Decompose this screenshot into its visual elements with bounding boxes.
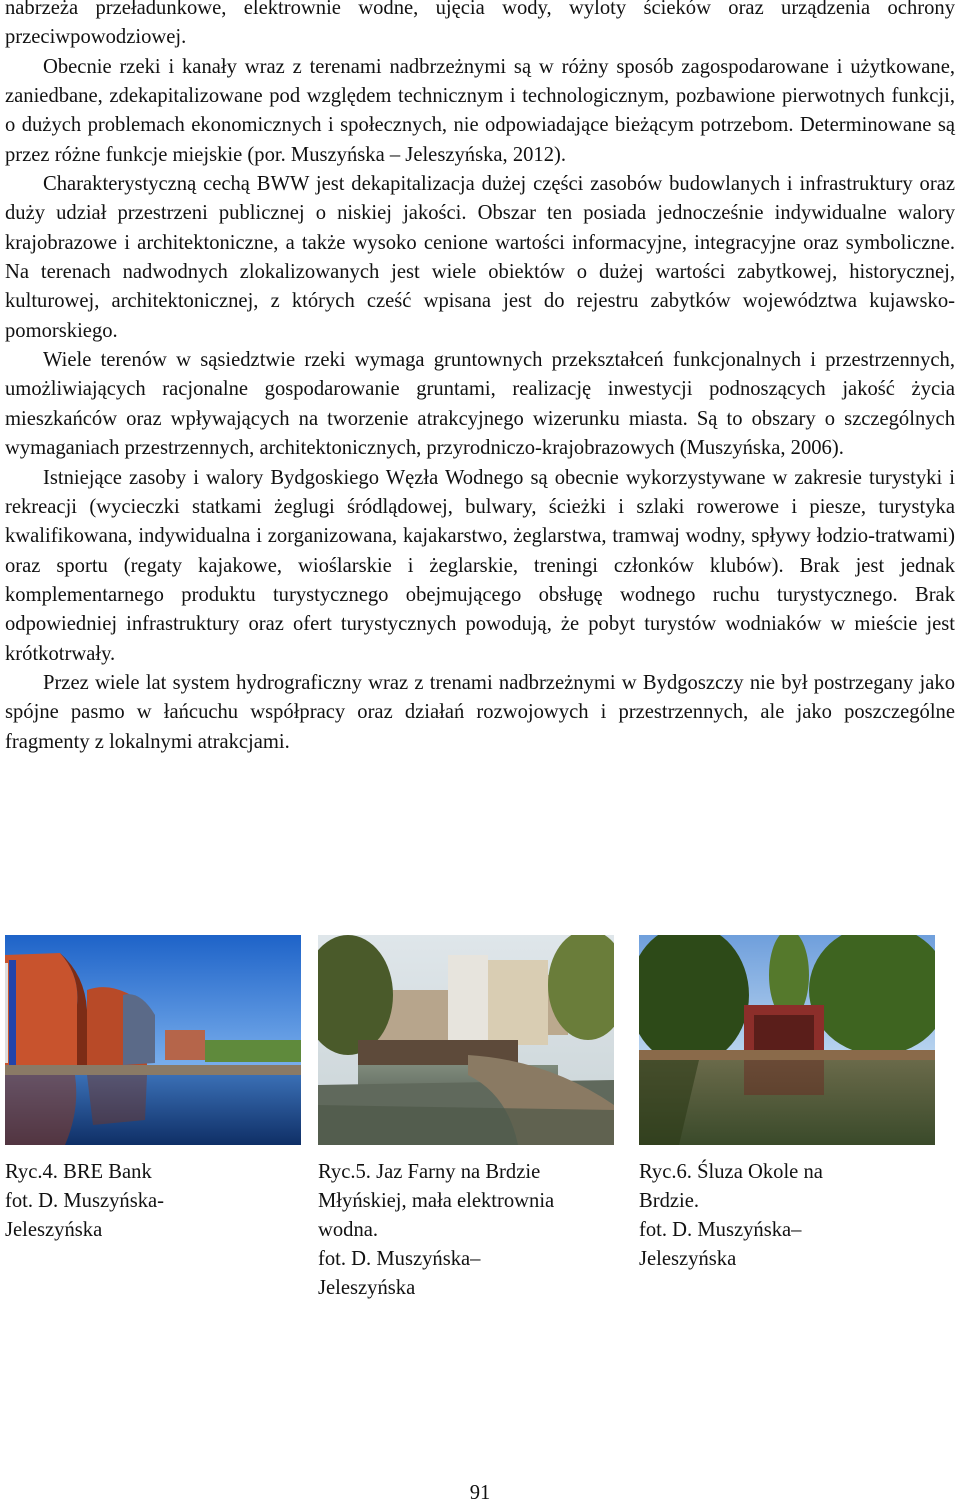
caption-line: Ryc.6. Śluza Okole na	[639, 1161, 823, 1183]
jaz-farny-photo	[318, 935, 614, 1145]
caption-line: fot. D. Muszyńska-	[5, 1190, 165, 1212]
caption-line: Jeleszyńska	[639, 1248, 737, 1270]
figure-caption-6	[639, 1158, 939, 1274]
caption-line: fot. D. Muszyńska–	[639, 1219, 802, 1241]
paragraph: nabrzeża przeładunkowe, elektrownie wodne, ujęcia wody, wyloty ścieków oraz urządzenia ochrony przeciwpowodziowej.	[5, 0, 955, 49]
paragraph: Przez wiele lat system hydrograficzny wraz z trenami nadbrzeżnymi w Bydgoszczy nie był postrzegany jako spójne pasmo w łańcuchu współpracy oraz działań rozwojowych i przestrzennych, ale jako poszczególne fragmenty z lokalnymi atrakcjami.	[5, 671, 955, 753]
caption-line: Młyńskiej, mała elektrownia	[318, 1190, 555, 1212]
caption-line: wodna.	[318, 1219, 379, 1241]
caption-line: Brdzie.	[639, 1190, 700, 1212]
paragraph: Obecnie rzeki i kanały wraz z terenami nadbrzeżnymi są w różny sposób zagospodarowane i użytkowane, zaniedbane, zdekapitalizowane pod względem technicznym i technologicznym, pozbawione pierwotnych funkcji, o dużych problemach ekonomicznych i społecznych, nie odpowiadające bieżącym potrzebom. Determinowane są przez różne funkcje miejskie (por. Muszyńska – Jeleszyńska, 2012).	[5, 55, 955, 166]
figure-caption-5	[318, 1158, 628, 1303]
paragraph: Istniejące zasoby i walory Bydgoskiego Węzła Wodnego są obecnie wykorzystywane w zakresie turystyki i rekreacji (wycieczki statkami żeglugi śródlądowej, bulwary, ścieżki i szlaki rowerowe i piesze, turystyka kwalifikowana, indywidualna i zorganizowana, kajakarstwo, żeglarstwa, tramwaj wodny, spływy łodzio-tratwami) oraz sportu (regaty kajakowe, wioślarskie i żeglarskie, treningi członków klubów). Brak jest jednak komplementarnego produktu turystycznego obejmującego obsługę wodnego ruchu turystycznego. Brak odpowiedniej infrastruktury oraz ofert turystycznych powodują, że pobyt turystów wodniaków w mieście jest krótkotrwały.	[5, 466, 955, 665]
caption-line: Ryc.4. BRE Bank	[5, 1161, 152, 1183]
page-number: 91	[469, 1482, 491, 1504]
caption-line: Jeleszyńska	[318, 1277, 416, 1299]
caption-line: Jeleszyńska	[5, 1219, 103, 1241]
paragraph: Wiele terenów w sąsiedztwie rzeki wymaga gruntownych przekształceń funkcjonalnych i przestrzennych, umożliwiających racjonalne gospodarowanie gruntami, realizację inwestycji podnoszących jakość życia mieszkańców oraz wpływających na tworzenie atrakcyjnego wizerunku miasta. Są to obszary o szczególnych wymaganiach przestrzennych, architektonicznych, przyrodniczo-krajobrazowych (Muszyńska, 2006).	[5, 349, 955, 460]
paragraph: Charakterystyczną cechą BWW jest dekapitalizacja dużej części zasobów budowlanych i infrastruktury oraz duży udział przestrzeni publicznej o niskiej jakości. Obszar ten posiada jednocześnie indywidualne walory krajobrazowe i architektoniczne, a także wysoko cenione wartości informacyjne, integracyjne oraz symboliczne. Na terenach nadwodnych zlokalizowanych jest wiele obiektów o dużej wartości zabytkowej, historycznej, kulturowej, architektonicznej, z których cześć wpisana jest do rejestru zabytków województwa kujawsko-pomorskiego.	[5, 173, 955, 342]
bre-bank-photo	[5, 935, 301, 1145]
caption-line: fot. D. Muszyńska–	[318, 1248, 481, 1270]
body-text	[5, 0, 955, 757]
sluza-okole-photo	[639, 935, 935, 1145]
caption-line: Ryc.5. Jaz Farny na Brdzie	[318, 1161, 541, 1183]
figure-caption-4	[5, 1158, 305, 1245]
